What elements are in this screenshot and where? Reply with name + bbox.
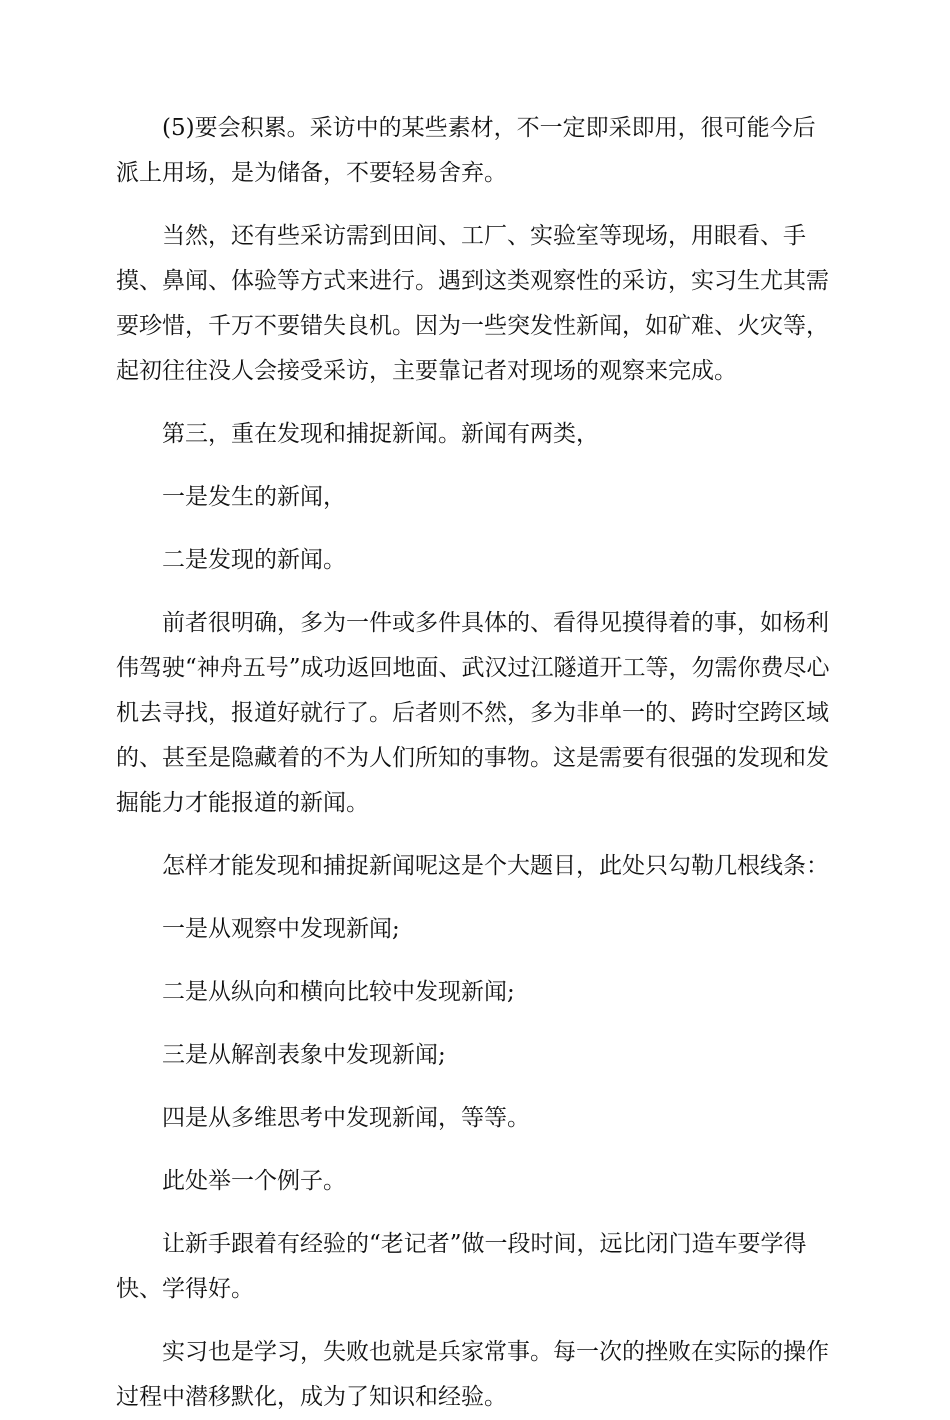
paragraph-mentor: 让新手跟着有经验的“老记者”做一段时间，远比闭门造车要学得快、学得好。 (116, 1231, 807, 1302)
paragraph-accumulate: (5)要会积累。采访中的某些素材，不一定即采即用，很可能今后派上用场，是为储备，不要轻易舍弃。 (116, 115, 816, 186)
list-item-multidimensional: 四是从多维思考中发现新闻，等等。 (162, 1105, 530, 1131)
list-item-discovered-news: 二是发现的新闻。 (162, 547, 346, 573)
list-item-occurring-news: 一是发生的新闻， (162, 484, 346, 510)
list-item-observation: 一是从观察中发现新闻; (162, 916, 400, 942)
paragraph-news-types: 前者很明确，多为一件或多件具体的、看得见摸得着的事，如杨利伟驾驶“神舟五号”成功返回地面、武汉过江隧道开工等，勿需你费尽心机去寻找，报道好就行了。后者则不然，多为非单一的、跨时空跨区域的、甚至是隐藏着的不为人们所知的事物。这是需要有很强的发现和发掘能力才能报道的新闻。 (116, 610, 830, 816)
paragraph-how-to-discover: 怎样才能发现和捕捉新闻呢这是个大题目，此处只勾勒几根线条： (162, 853, 829, 879)
paragraph-internship-learning: 实习也是学习，失败也就是兵家常事。每一次的挫败在实际的操作过程中潜移默化，成为了知识和经验。 (116, 1339, 829, 1410)
paragraph-third-point: 第三，重在发现和捕捉新闻。新闻有两类， (162, 421, 599, 447)
list-item-dissection: 三是从解剖表象中发现新闻; (162, 1042, 446, 1068)
document-page (116, 106, 838, 1420)
list-item-comparison: 二是从纵向和横向比较中发现新闻; (162, 979, 515, 1005)
paragraph-example-intro: 此处举一个例子。 (162, 1168, 346, 1194)
paragraph-observation-interview: 当然，还有些采访需到田间、工厂、实验室等现场，用眼看、手摸、鼻闻、体验等方式来进行。遇到这类观察性的采访，实习生尤其需要珍惜，千万不要错失良机。因为一些突发性新闻，如矿难、火灾等，起初往往没人会接受采访，主要靠记者对现场的观察来完成。 (116, 223, 829, 384)
